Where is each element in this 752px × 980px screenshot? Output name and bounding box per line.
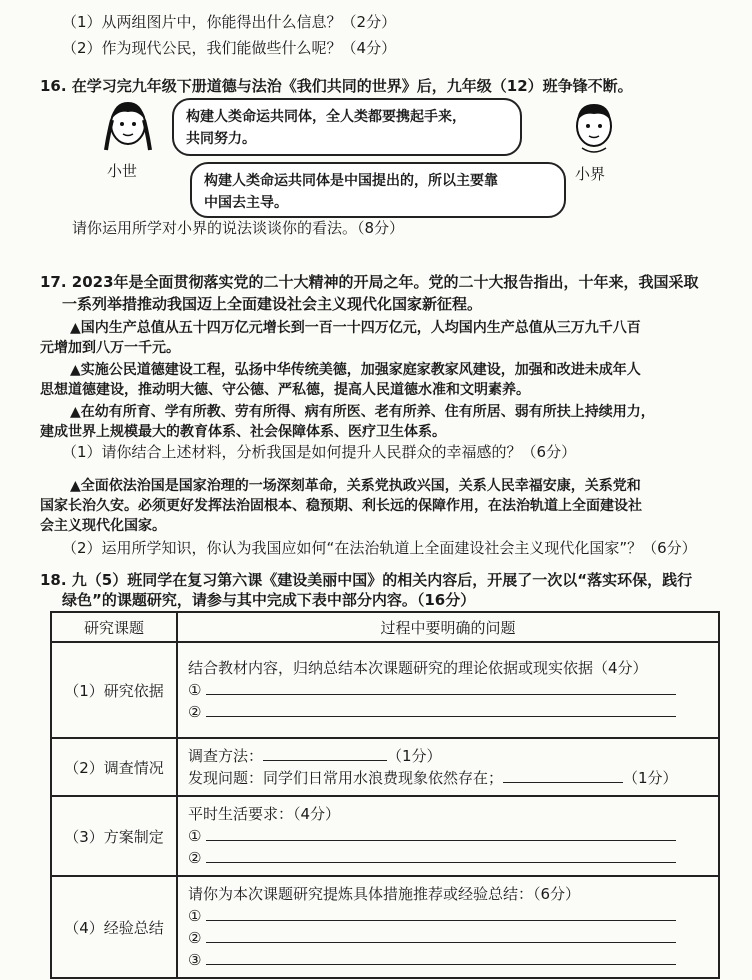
- row3-label: （3）方案制定: [51, 796, 177, 876]
- row2-label: （2）调查情况: [51, 738, 177, 796]
- mark-1: ①: [188, 827, 202, 845]
- q18-stem-line1: 18. 九（5）班同学在复习第六课《建设美丽中国》的相关内容后，开展了一次以“落实环保，践行: [40, 571, 693, 589]
- answer-blank[interactable]: [206, 826, 676, 841]
- q16-question: 请你运用所学对小界的说法谈谈你的看法。（8分）: [72, 219, 405, 237]
- answer-blank[interactable]: [206, 702, 676, 717]
- xiaoshi-figure: [100, 98, 156, 160]
- q17-stem-line2: 一系列举措推动我国迈上全面建设社会主义现代化国家新征程。: [62, 295, 483, 313]
- bubble1-line2: 共同努力。: [186, 131, 256, 147]
- row4-label: （4）经验总结: [51, 876, 177, 978]
- row2-issue: 发现问题：同学们日常用水浪费现象依然存在；: [188, 769, 504, 787]
- mark-2: ②: [188, 849, 202, 867]
- q15-sub1: （1）从两组图片中，你能得出什么信息？（2分）: [62, 13, 397, 31]
- q17-stem-line1: 17. 2023年是全面贯彻落实党的二十大精神的开局之年。党的二十大报告指出，十年来，我国采取: [40, 273, 699, 291]
- q17-material4-line2: 国家长治久安。必须更好发挥法治固根本、稳预期、利长远的保障作用，在法治轨道上全面建设社: [40, 498, 642, 514]
- bubble2-line1: 构建人类命运共同体是中国提出的，所以主要靠: [204, 173, 498, 189]
- row2-method: 调查方法：: [188, 747, 264, 765]
- header-process-issues: 过程中要明确的问题: [177, 612, 719, 642]
- bubble2-line2: 中国去主导。: [204, 195, 288, 211]
- xiaojie-label: 小界: [575, 165, 606, 183]
- row2-issue-score: （1分）: [623, 769, 678, 787]
- q17-material3-line2: 建成世界上规模最大的教育体系、社会保障体系、医疗卫生体系。: [40, 424, 446, 440]
- answer-blank[interactable]: [206, 848, 676, 863]
- xiaojie-figure: [566, 98, 622, 160]
- xiaoshi-speech-bubble: [172, 98, 522, 156]
- row3-prompt: 平时生活要求：（4分）: [188, 805, 341, 823]
- row3-content: [177, 796, 719, 876]
- bubble1-line1: 构建人类命运共同体，全人类都要携起手来，: [186, 109, 466, 125]
- q17-sub2: （2）运用所学知识，你认为我国应如何“在法治轨道上全面建设社会主义现代化国家”？（6分）: [62, 539, 697, 557]
- row2-content: [177, 738, 719, 796]
- table-row: [51, 796, 719, 876]
- q16-stem: 16. 在学习完九年级下册道德与法治《我们共同的世界》后，九年级（12）班争锋不断。: [40, 77, 633, 95]
- q17-material3-line1: ▲在幼有所育、学有所教、劳有所得、病有所医、老有所养、住有所居、弱有所扶上持续用力，: [70, 404, 655, 420]
- row4-prompt: 请你为本次课题研究提炼具体措施推荐或经验总结：（6分）: [188, 885, 581, 903]
- q17-material2-line1: ▲实施公民道德建设工程，弘扬中华传统美德，加强家庭家教家风建设，加强和改进未成年人: [70, 362, 641, 378]
- q15-sub2: （2）作为现代公民，我们能做些什么呢？（4分）: [62, 39, 397, 57]
- answer-blank[interactable]: [206, 950, 676, 965]
- mark-1: ①: [188, 907, 202, 925]
- table-header-row: [51, 612, 719, 642]
- q18-stem-line2: 绿色”的课题研究，请参与其中完成下表中部分内容。（16分）: [62, 591, 476, 609]
- answer-blank[interactable]: [206, 906, 676, 921]
- table-row: [51, 642, 719, 738]
- xiaoshi-label: 小世: [107, 162, 138, 180]
- q17-sub1: （1）请你结合上述材料，分析我国是如何提升人民群众的幸福感的？（6分）: [62, 443, 577, 461]
- row1-label: （1）研究依据: [51, 642, 177, 738]
- answer-blank[interactable]: [206, 680, 676, 695]
- header-research-topic: 研究课题: [51, 612, 177, 642]
- issue-blank[interactable]: [503, 768, 623, 783]
- row1-prompt: 结合教材内容，归纳总结本次课题研究的理论依据或现实依据（4分）: [188, 659, 648, 677]
- table-row: [51, 876, 719, 978]
- mark-2: ②: [188, 929, 202, 947]
- q17-material4-line3: 会主义现代化国家。: [40, 518, 166, 534]
- method-blank[interactable]: [263, 746, 387, 761]
- mark-2: ②: [188, 703, 202, 721]
- q17-material1-line1: ▲国内生产总值从五十四万亿元增长到一百一十四万亿元，人均国内生产总值从三万九千八百: [70, 320, 641, 336]
- xiaojie-speech-bubble: [190, 162, 566, 218]
- q17-material4-line1: ▲全面依法治国是国家治理的一场深刻革命，关系党执政兴国，关系人民幸福安康，关系党和: [70, 478, 641, 494]
- mark-1: ①: [188, 681, 202, 699]
- row4-content: [177, 876, 719, 978]
- row2-method-score: （1分）: [387, 747, 442, 765]
- q17-material1-line2: 元增加到八万一千元。: [40, 340, 180, 356]
- answer-blank[interactable]: [206, 928, 676, 943]
- row1-content: [177, 642, 719, 738]
- q17-material2-line2: 思想道德建设，推动明大德、守公德、严私德，提高人民道德水准和文明素养。: [40, 382, 530, 398]
- table-row: [51, 738, 719, 796]
- mark-3: ③: [188, 951, 202, 969]
- research-table: [50, 611, 720, 979]
